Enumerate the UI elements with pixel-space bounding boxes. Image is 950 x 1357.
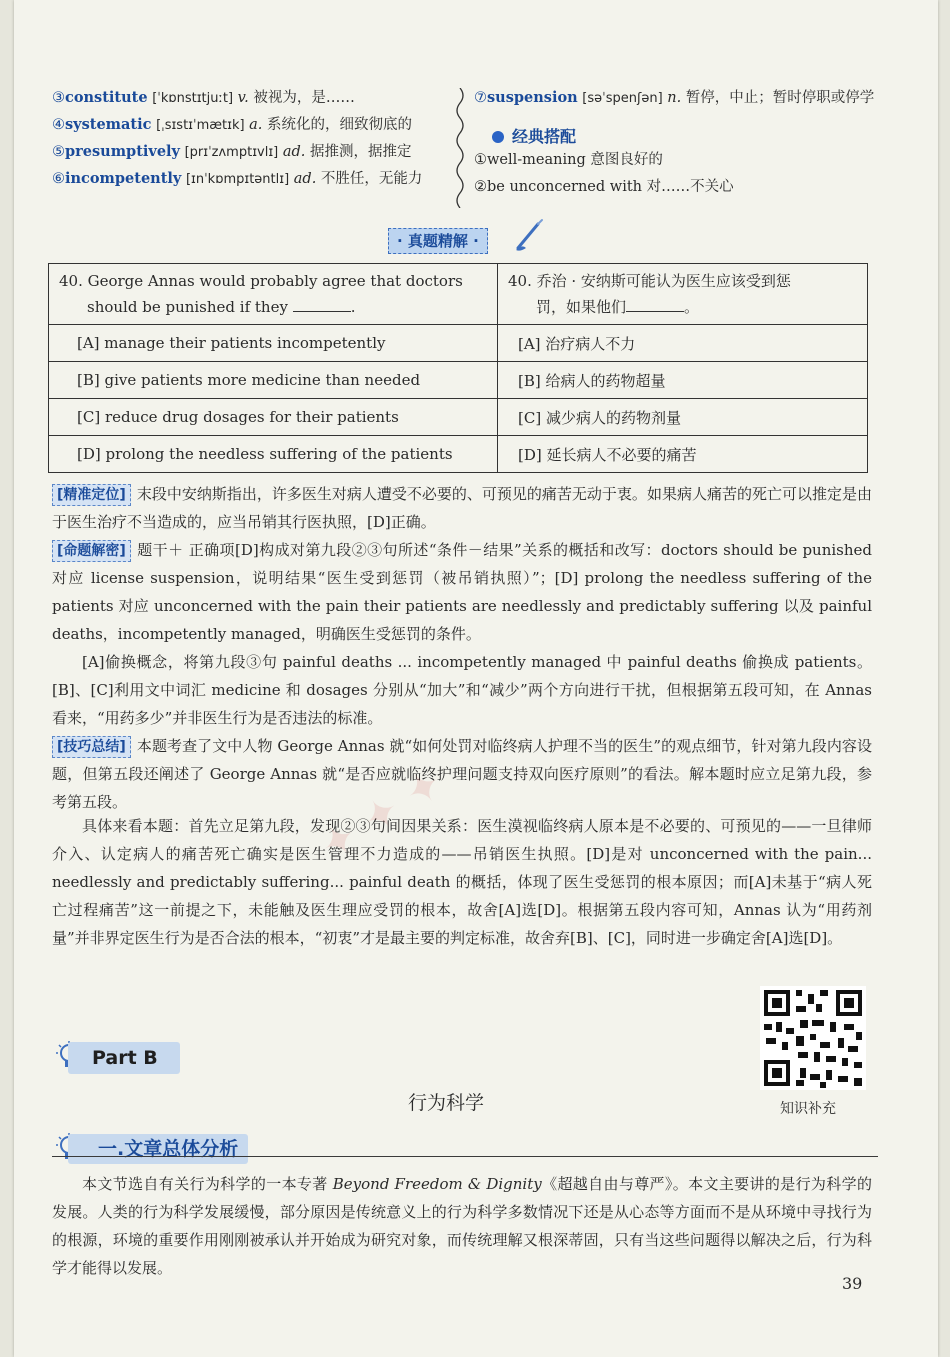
section-heading-overall: 一.文章总体分析 xyxy=(68,1134,248,1164)
part-b-label: Part B xyxy=(68,1042,180,1074)
analysis-decode: [命题解密] 题干＋ 正确项[D]构成对第九段②③句所述“条件－结果”关系的概括和改写：doctors should be punished 对应 license suspension，说明结果“医生受到惩罚（被吊销执照）”；[D] prolong the needless suffering of the patients 对应 unconcerned with the pain their patients are needlessly and predictably suffering 以及 painful deaths，incompetently managed，明确医生受惩罚的条件。 xyxy=(52,541,872,643)
divider-rule xyxy=(52,1156,878,1157)
tag-skill: [技巧总结] xyxy=(52,736,131,758)
option-en: [D] prolong the needless suffering of the patients xyxy=(49,436,498,473)
book-page xyxy=(14,0,938,1357)
question-table xyxy=(48,263,868,473)
question-stem-en: 40. George Annas would probably agree that doctors should be punished if they . xyxy=(49,264,498,325)
article-title: 行为科学 xyxy=(408,1092,485,1114)
qr-code-icon xyxy=(760,986,866,1090)
page-number: 39 xyxy=(842,1274,863,1293)
vocab-item-right: ⑦suspension [səˈspenʃən] n. 暂停，中止；暂时停职或停学 xyxy=(474,89,875,106)
vocab-list-left xyxy=(52,88,422,196)
qr-caption: 知识补充 xyxy=(780,1101,836,1117)
analysis-detail: 具体来看本题：首先立足第九段，发现②③句间因果关系：医生漠视临终病人原本是不必要的、可预见的——一旦律师介入、认定病人的痛苦死亡确实是医生管理不力造成的——吊销医生执照。[D]是对 unconcerned with the pain... needlessly and predictably suffering... painful death 的概括，体现了医生受惩罚的根本原因；而[A]未基于“病人死亡过程痛苦”这一前提之下，未能触及医生理应受罚的根本，故舍[A]选[D]。根据第五段内容可知，Annas 认为“用药剂量”并非界定医生行为是否合法的根本，“初衷”才是最主要的判定标准，故舍弃[B]、[C]，同时进一步确定舍[A]选[D]。 xyxy=(52,817,872,947)
vocab-item: ⑤presumptively [prɪˈzʌmptɪvlɪ] ad. 据推测，据推定 xyxy=(52,143,412,160)
option-row xyxy=(49,436,868,473)
option-row xyxy=(49,362,868,399)
option-en: [A] manage their patients incompetently xyxy=(49,325,498,362)
answer-blank xyxy=(293,297,351,312)
analysis-locate: [精准定位] 末段中安纳斯指出，许多医生对病人遭受不必要的、可预见的痛苦无动于衷。如果病人痛苦的死亡可以推定是由于医生治疗不当造成的，应当吊销其行医执照，[D]正确。 xyxy=(52,485,872,531)
watermark-stamp: ✦ ✦ ✦ xyxy=(311,757,452,872)
option-row xyxy=(49,325,868,362)
tag-locate: [精准定位] xyxy=(52,484,131,506)
collocation-item: ①well-meaning 意图良好的 xyxy=(474,152,663,168)
option-en: [B] give patients more medicine than needed xyxy=(49,362,498,399)
collocation-list xyxy=(474,150,734,204)
option-zh: [B] 给病人的药物超量 xyxy=(498,362,868,399)
collocation-item: ②be unconcerned with 对……不关心 xyxy=(474,179,734,195)
option-zh: [A] 治疗病人不力 xyxy=(498,325,868,362)
option-en: [C] reduce drug dosages for their patients xyxy=(49,399,498,436)
question-stem-row xyxy=(49,264,868,325)
section-tag-exam-analysis: · 真题精解 · xyxy=(388,228,488,254)
collocations-heading: 经典搭配 xyxy=(492,124,576,147)
tag-decode: [命题解密] xyxy=(52,540,131,562)
article-summary: 本文节选自有关行为科学的一本专著 Beyond Freedom & Dignity《超越自由与尊严》。本文主要讲的是行为科学的发展。人类的行为科学发展缓慢，部分原因是传统意义上的行为科学多数情况下还是从心态等方面而不是从环境中寻找行为的根源，环境的重要作用刚刚被承认并开始成为研究对象，而传统理解又根深蒂固，只有当这些问题得以解决之后，行为科学才能得以发展。 xyxy=(52,1175,872,1277)
option-row xyxy=(49,399,868,436)
vocab-item: ④systematic [ˌsɪstɪˈmætɪk] a. 系统化的，细致彻底的 xyxy=(52,116,413,133)
option-zh: [D] 延长病人不必要的痛苦 xyxy=(498,436,868,473)
analysis-skill: [技巧总结] 本题考查了文中人物 George Annas 就“如何处罚对临终病人护理不当的医生”的观点细节，针对第九段内容设题，但第五段还阐述了 George Annas 就“是否应就临终护理问题支持双向医疗原则”的看法。解本题时应立足第九段，参考第五段。 xyxy=(52,737,872,811)
answer-blank xyxy=(626,297,684,312)
brush-pen-icon xyxy=(514,218,544,252)
wavy-divider xyxy=(454,88,466,208)
bullet-dot-icon xyxy=(492,131,504,143)
vocab-item: ③constitute [ˈkɒnstɪtjuːt] v. 被视为，是…… xyxy=(52,89,355,106)
option-zh: [C] 减少病人的药物剂量 xyxy=(498,399,868,436)
vocab-item: ⑥incompetently [ɪnˈkɒmpɪtəntlɪ] ad. 不胜任，无能力 xyxy=(52,170,423,187)
analysis-distractors: [A]偷换概念，将第九段③句 painful deaths ... incompetently managed 中 painful deaths 偷换成 patients。[B]、[C]利用文中词汇 medicine 和 dosages 分别从“加大”和“减少”两个方向进行干扰，但根据第五段可知，在 Annas 看来，“用药多少”并非医生行为是否违法的标准。 xyxy=(52,653,872,727)
question-stem-zh: 40. 乔治 · 安纳斯可能认为医生应该受到惩 罚，如果他们 。 xyxy=(498,264,868,325)
